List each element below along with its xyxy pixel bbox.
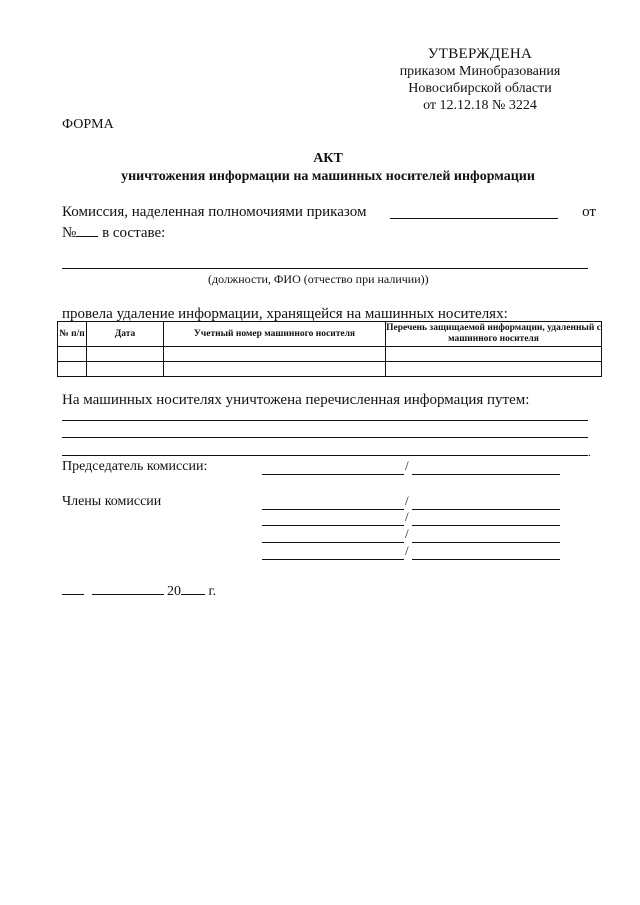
commission-composition: в составе: (102, 225, 166, 241)
method-line-2[interactable] (62, 437, 588, 438)
table-cell[interactable] (58, 347, 87, 362)
chairman-name-line[interactable] (412, 474, 560, 475)
member-2-signature-line[interactable] (262, 525, 404, 526)
chairman-slash: / (405, 458, 409, 473)
table-cell[interactable] (164, 362, 386, 377)
commission-line-2 (62, 222, 165, 242)
table-cell[interactable] (87, 347, 164, 362)
header-info-list: Перечень защищаемой информации, удаленный с машинного носителя (386, 322, 602, 347)
commission-num: № (62, 225, 77, 241)
order-number-blank[interactable] (76, 222, 98, 237)
positions-caption: (должности, ФИО (отчество при наличии)) (208, 272, 429, 286)
year-blank[interactable] (181, 580, 205, 595)
member-3-name-line[interactable] (412, 542, 560, 543)
member-1-slash: / (405, 493, 409, 508)
chairman-signature-line[interactable] (262, 474, 404, 475)
commission-line-1 (62, 204, 596, 221)
composition-line[interactable] (62, 268, 588, 269)
media-table (57, 321, 602, 377)
member-3-slash: / (405, 526, 409, 541)
member-2-name-line[interactable] (412, 525, 560, 526)
member-4-name-line[interactable] (412, 559, 560, 560)
header-number: № п/п (58, 322, 87, 347)
approval-order: приказом Минобразования (399, 64, 561, 79)
member-1-name-line[interactable] (412, 509, 560, 510)
end-dot: . (588, 445, 591, 459)
table-cell[interactable] (87, 362, 164, 377)
table-cell[interactable] (58, 362, 87, 377)
method-line-1[interactable] (62, 420, 588, 421)
member-2-slash: / (405, 509, 409, 524)
approval-title: УТВЕРЖДЕНА (427, 46, 533, 62)
year-suffix: г. (208, 584, 217, 599)
form-label: ФОРМА (62, 117, 114, 132)
month-blank[interactable] (92, 580, 164, 595)
approval-stamp (380, 46, 580, 114)
approval-date: от 12.12.18 № 3224 (423, 98, 537, 113)
member-1-signature-line[interactable] (262, 509, 404, 510)
member-4-signature-line[interactable] (262, 559, 404, 560)
table-cell[interactable] (386, 347, 602, 362)
chairman-label: Председатель комиссии: (62, 459, 208, 474)
table-cell[interactable] (386, 362, 602, 377)
members-label: Члены комиссии (62, 494, 162, 509)
table-cell[interactable] (164, 347, 386, 362)
destroyed-text: На машинных носителях уничтожена перечисленная информация путем: (62, 392, 530, 408)
act-title: АКТ (313, 151, 343, 166)
commission-text: Комиссия, наделенная полномочиями приказом (62, 204, 367, 220)
removal-text: провела удаление информации, хранящейся на машинных носителях: (62, 306, 508, 322)
member-3-signature-line[interactable] (262, 542, 404, 543)
header-date: Дата (87, 322, 164, 347)
member-4-slash: / (405, 543, 409, 558)
table-row (58, 347, 602, 362)
approval-region: Новосибирской области (408, 81, 552, 96)
year-prefix: 20 (167, 584, 181, 599)
method-line-3[interactable] (62, 455, 588, 456)
act-subtitle: уничтожения информации на машинных носителей информации (121, 169, 535, 184)
table-row (58, 362, 602, 377)
table-header-row (58, 322, 602, 347)
day-blank[interactable] (62, 580, 84, 595)
date-line (62, 580, 216, 600)
order-blank[interactable] (390, 204, 558, 219)
commission-ot: от (582, 204, 596, 220)
header-media-number: Учетный номер машинного носителя (164, 322, 386, 347)
